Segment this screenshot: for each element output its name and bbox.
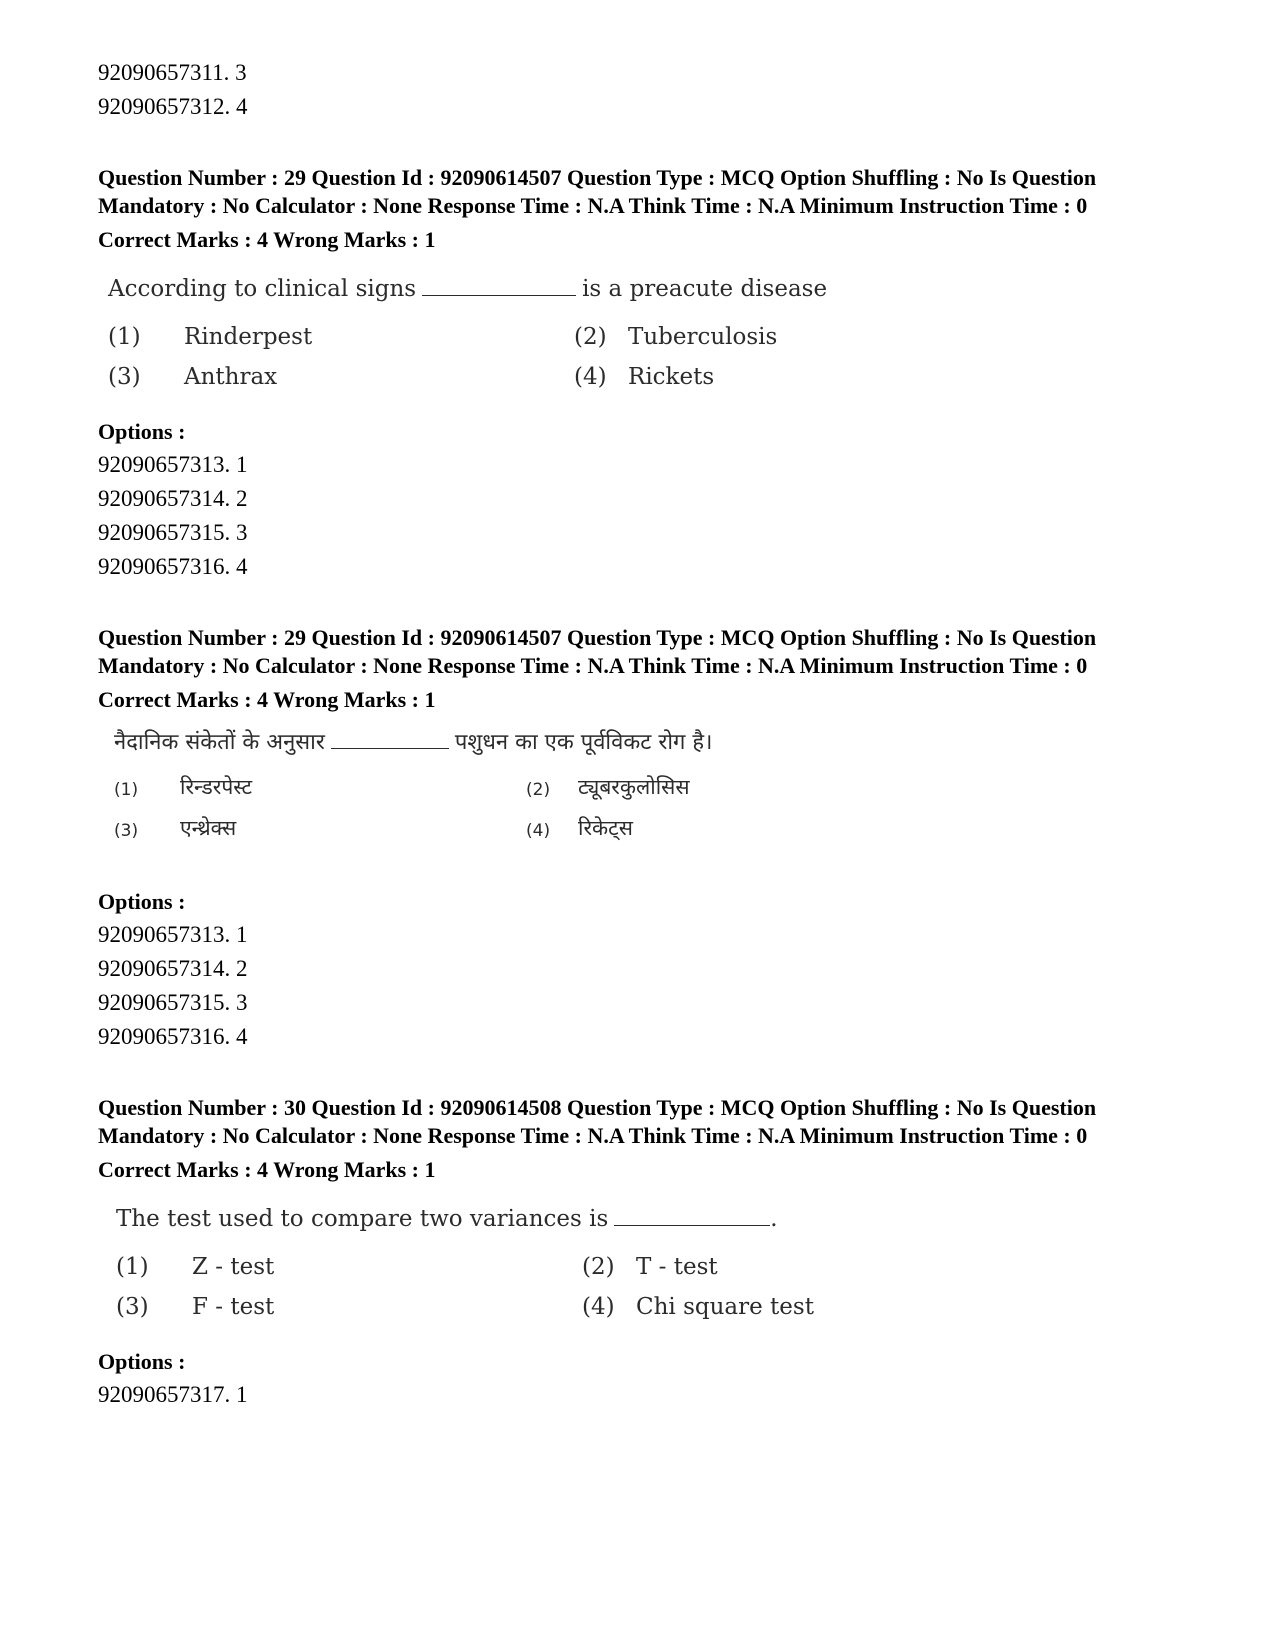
choice-text: F - test bbox=[192, 1294, 275, 1320]
choice-grid bbox=[108, 322, 1178, 392]
question-stem bbox=[108, 274, 1178, 304]
options-label: Options : bbox=[98, 1349, 186, 1374]
stem-text-before: The test used to compare two variances is bbox=[116, 1206, 609, 1232]
choice-number: (4) bbox=[574, 364, 607, 390]
stem-text-after: is a preacute disease bbox=[582, 276, 828, 302]
choice-number: (2) bbox=[526, 780, 551, 800]
question-header: Question Number : 29 Question Id : 92090614507 Question Type : MCQ Option Shuffling : No Is Question Mandatory : No Calculator : None Response Time : N.A Think Time : N.A Minimum Instruction Time : 0 bbox=[98, 165, 1097, 218]
choice-item bbox=[582, 1252, 1002, 1282]
choice-grid bbox=[114, 772, 1178, 846]
choice-number: (3) bbox=[116, 1294, 149, 1320]
choice-item bbox=[582, 1292, 1002, 1322]
question-block bbox=[98, 1094, 1178, 1412]
choice-text: Rickets bbox=[628, 364, 715, 390]
answer-blank bbox=[422, 285, 576, 296]
options-list bbox=[98, 918, 1178, 1054]
marks-line: Correct Marks : 4 Wrong Marks : 1 bbox=[98, 687, 436, 712]
choice-number: (3) bbox=[108, 364, 141, 390]
stem-text-before: According to clinical signs bbox=[108, 276, 417, 302]
question-content bbox=[98, 728, 1178, 846]
option-line: 92090657313. 1 bbox=[98, 922, 248, 947]
option-line: 92090657314. 2 bbox=[98, 956, 248, 981]
options-label: Options : bbox=[98, 419, 186, 444]
stem-text-after: पशुधन का एक पूर्वविकट रोग है। bbox=[454, 730, 713, 755]
choice-number: (2) bbox=[582, 1254, 615, 1280]
question-stem bbox=[114, 728, 1178, 758]
question-block bbox=[98, 164, 1178, 584]
option-line: 92090657312. 4 bbox=[98, 94, 248, 119]
choice-item bbox=[114, 813, 526, 846]
option-line: 92090657313. 1 bbox=[98, 452, 248, 477]
option-line: 92090657314. 2 bbox=[98, 486, 248, 511]
question-content bbox=[98, 1204, 1178, 1322]
choice-item bbox=[526, 772, 946, 805]
previous-options bbox=[98, 56, 1178, 124]
choice-number: (3) bbox=[114, 821, 139, 841]
answer-blank bbox=[614, 1215, 770, 1226]
question-stem bbox=[116, 1204, 1178, 1234]
choice-text: Rinderpest bbox=[184, 324, 313, 350]
choice-item bbox=[574, 322, 994, 352]
option-line: 92090657315. 3 bbox=[98, 520, 248, 545]
options-list bbox=[98, 448, 1178, 584]
options-list bbox=[98, 1378, 1178, 1412]
marks-line: Correct Marks : 4 Wrong Marks : 1 bbox=[98, 227, 436, 252]
choice-text: रिकेट्स bbox=[578, 816, 633, 840]
question-header: Question Number : 30 Question Id : 92090614508 Question Type : MCQ Option Shuffling : No Is Question Mandatory : No Calculator : None Response Time : N.A Think Time : N.A Minimum Instruction Time : 0 bbox=[98, 1095, 1097, 1148]
question-block bbox=[98, 624, 1178, 1054]
options-label: Options : bbox=[98, 889, 186, 914]
option-line: 92090657311. 3 bbox=[98, 60, 247, 85]
choice-text: Z - test bbox=[192, 1254, 275, 1280]
stem-text-before: नैदानिक संकेतों के अनुसार bbox=[114, 730, 325, 755]
choice-number: (4) bbox=[526, 821, 551, 841]
choice-item bbox=[116, 1292, 582, 1322]
option-line: 92090657316. 4 bbox=[98, 554, 248, 579]
choice-item bbox=[114, 772, 526, 805]
choice-number: (1) bbox=[114, 780, 139, 800]
choice-item bbox=[108, 362, 574, 392]
choice-text: एन्थ्रेक्स bbox=[180, 816, 237, 840]
choice-text: रिन्डरपेस्ट bbox=[180, 775, 253, 799]
choice-number: (4) bbox=[582, 1294, 615, 1320]
question-content bbox=[98, 274, 1178, 392]
choice-item bbox=[116, 1252, 582, 1282]
choice-item bbox=[526, 813, 946, 846]
choice-text: Tuberculosis bbox=[628, 324, 778, 350]
choice-item bbox=[108, 322, 574, 352]
answer-blank bbox=[331, 736, 449, 749]
option-line: 92090657315. 3 bbox=[98, 990, 248, 1015]
marks-line: Correct Marks : 4 Wrong Marks : 1 bbox=[98, 1157, 436, 1182]
choice-number: (1) bbox=[116, 1254, 149, 1280]
choice-text: Anthrax bbox=[184, 364, 278, 390]
option-line: 92090657316. 4 bbox=[98, 1024, 248, 1049]
choice-text: T - test bbox=[636, 1254, 718, 1280]
question-header: Question Number : 29 Question Id : 92090614507 Question Type : MCQ Option Shuffling : No Is Question Mandatory : No Calculator : None Response Time : N.A Think Time : N.A Minimum Instruction Time : 0 bbox=[98, 625, 1097, 678]
stem-text-after: . bbox=[770, 1206, 778, 1232]
choice-text: ट्यूबरकुलोसिस bbox=[578, 775, 690, 799]
choice-text: Chi square test bbox=[636, 1294, 814, 1320]
option-line: 92090657317. 1 bbox=[98, 1382, 248, 1407]
choice-item bbox=[574, 362, 994, 392]
choice-number: (1) bbox=[108, 324, 141, 350]
choice-number: (2) bbox=[574, 324, 607, 350]
choice-grid bbox=[116, 1252, 1178, 1322]
document-page bbox=[98, 56, 1178, 1412]
